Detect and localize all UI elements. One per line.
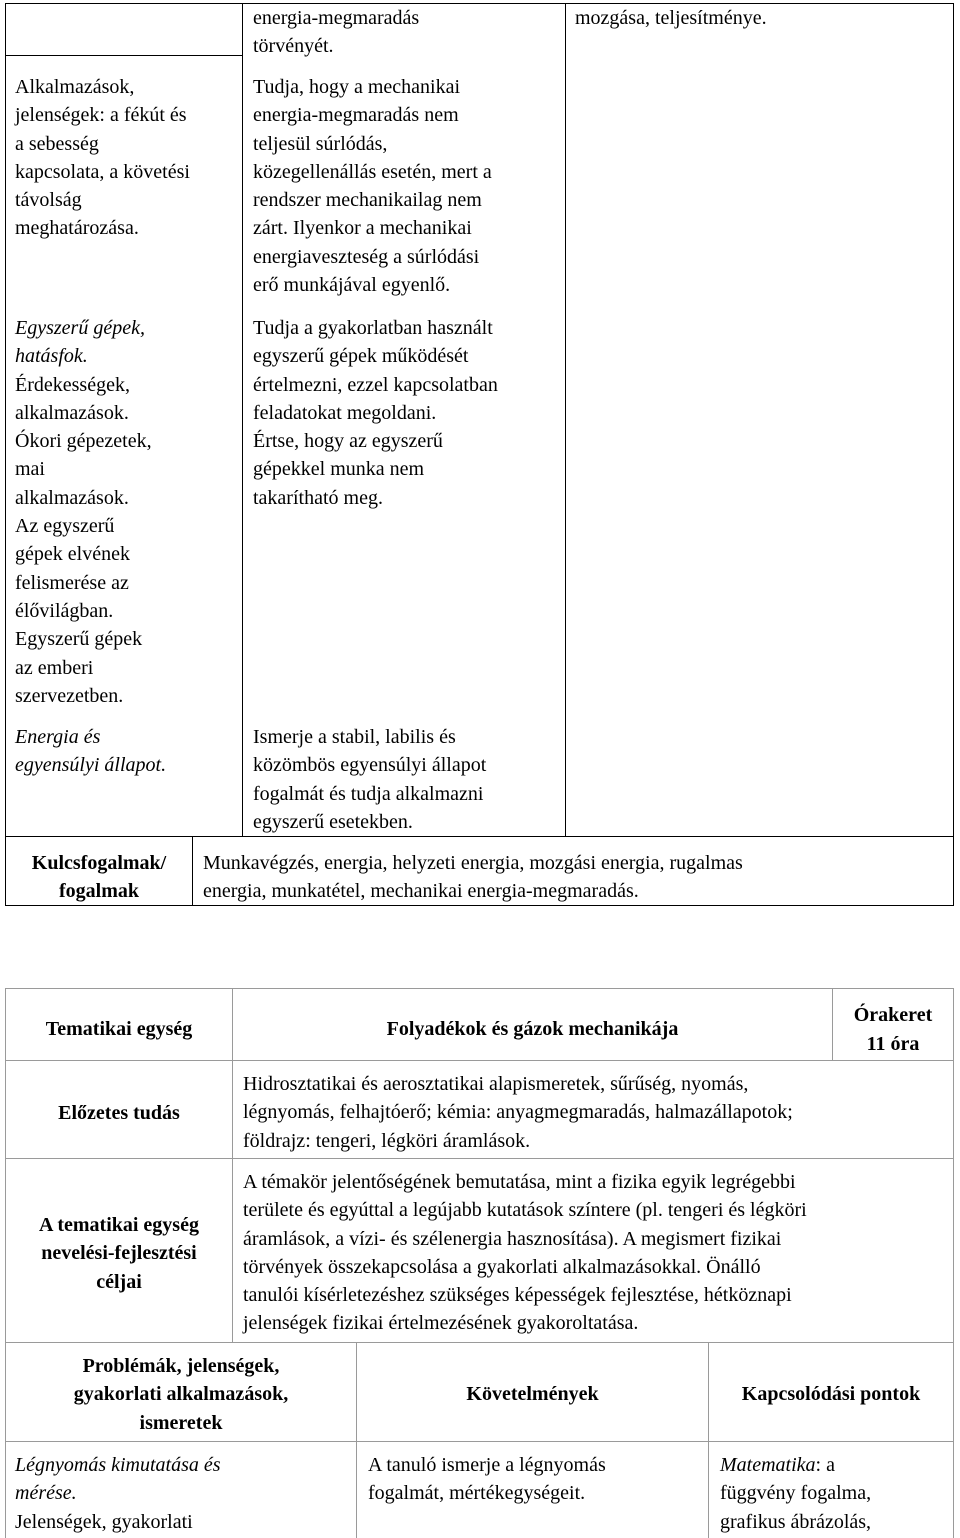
header-connections: Kapcsolódási pontok: [741, 1383, 921, 1405]
kulcsfogalmak-value: Munkavégzés, energia, helyzeti energia, mozgási energia, rugalmas energia, munkatétel, mechanikai energia-megmaradás.: [203, 852, 743, 903]
table-1-row-separator: [5, 55, 242, 56]
table-2-row-sep-1: [5, 1060, 954, 1061]
row3-requirements-cell: Ismerje a stabil, labilis és közömbös egyensúlyi állapot fogalmát és tudja alkalmazni egyszerű esetekben.: [253, 726, 487, 833]
row2-requirements-cell: Tudja a gyakorlatban használt egyszerű gépek működését értelmezni, ezzel kapcsolatban feladatokat megoldani. Értse, hogy az egyszerű gépekkel munka nem takarítható meg.: [253, 317, 498, 509]
tematikai-egyseg-label: Tematikai egység: [45, 1018, 193, 1040]
table-2-col-divider-1: [356, 1342, 357, 1538]
row1-problems-topic: Légnyomás kimutatása és mérése.: [15, 1454, 221, 1505]
row1-problems-cell: Alkalmazások, jelenségek: a fékút és a sebesség kapcsolata, a követési távolság meghatározása.: [15, 76, 190, 240]
table-2-row-sep-3: [5, 1342, 954, 1343]
row2-problems-details: Érdekességek, alkalmazások. Ókori gépezetek, mai alkalmazások. Az egyszerű gépek elvének felismerése az élővilágban. Egyszerű gépek az emberi szervezetben.: [15, 373, 152, 707]
header-problems: Problémák, jelenségek, gyakorlati alkalmazások, ismeretek: [73, 1355, 289, 1434]
row1-connections-cell: [720, 1451, 952, 1536]
celjai-label: A tematikai egység nevelési-fejlesztési céljai: [39, 1214, 199, 1293]
table-2-row-sep-4: [5, 1441, 954, 1442]
orakeret-value: 11 óra: [866, 1033, 920, 1055]
celjai-value: A témakör jelentőségének bemutatása, mint a fizika egyik legrégebbi területe és egyúttal a legújabb kutatások színtere (pl. tengeri és légköri áramlások, a vízi- és szélenergia hasznosítása). A megismert fizikai törvények összekapcsolása a gyakorlati alkalmazásokkal. Önálló tanulói kísérletezéshez szükséges képességek fejlesztése, hétköznapi jelenségek fizikai értelmezésének gyakoroltatása.: [243, 1171, 807, 1335]
table-2-right-border: [953, 988, 954, 1538]
table-2-row-sep-2: [5, 1158, 954, 1159]
table-2-top-border: [5, 988, 954, 989]
elozetes-tudas-label: Előzetes tudás: [58, 1102, 180, 1124]
table-1-right-border: [953, 3, 954, 906]
connections-text: : a függvény fogalma, grafikus ábrázolás,: [720, 1454, 872, 1533]
row1-requirements-cell-continued: energia-megmaradás törvényét.: [253, 7, 420, 58]
table-1-left-border: [5, 3, 6, 906]
orakeret-label: Órakeret: [853, 1004, 933, 1026]
elozetes-tudas-value: Hidrosztatikai és aerosztatikai alapismeretek, sűrűség, nyomás, légnyomás, felhajtóerő; kémia: anyagmegmaradás, halmazállapotok; földrajz: tengeri, légköri áramlások.: [243, 1073, 793, 1152]
tematikai-egyseg-value: Folyadékok és gázok mechanikája: [386, 1018, 679, 1040]
connections-subject: Matematika: [720, 1454, 816, 1476]
row1-requirements-cell: A tanuló ismerje a légnyomás fogalmát, mértékegységeit.: [368, 1454, 606, 1505]
header-requirements: Követelmények: [466, 1383, 599, 1405]
row1-requirements-cell: Tudja, hogy a mechanikai energia-megmaradás nem teljesül súrlódás, közegellenállás esetén, mert a rendszer mechanikailag nem zárt. Ilyenkor a mechanikai energiaveszteség a súrlódási erő munkájával egyenlő.: [253, 76, 492, 297]
table-2-col-divider-2: [708, 1342, 709, 1538]
table-1-col-divider-2: [565, 3, 566, 836]
row1-connections-cell: mozgása, teljesítménye.: [575, 7, 767, 29]
row1-problems-details: Jelenségek, gyakorlati: [15, 1510, 193, 1533]
table-1-col-divider-1: [242, 3, 243, 836]
row1-problems-cell: [15, 1451, 353, 1536]
row2-problems-cell: [15, 314, 240, 710]
kulcsfogalmak-label: Kulcsfogalmak/ fogalmak: [31, 852, 167, 903]
row3-problems-cell: Energia és egyensúlyi állapot.: [15, 726, 167, 777]
row2-problems-topic: Egyszerű gépek, hatásfok.: [15, 317, 145, 368]
table-1-kulcs-divider: [192, 836, 193, 906]
